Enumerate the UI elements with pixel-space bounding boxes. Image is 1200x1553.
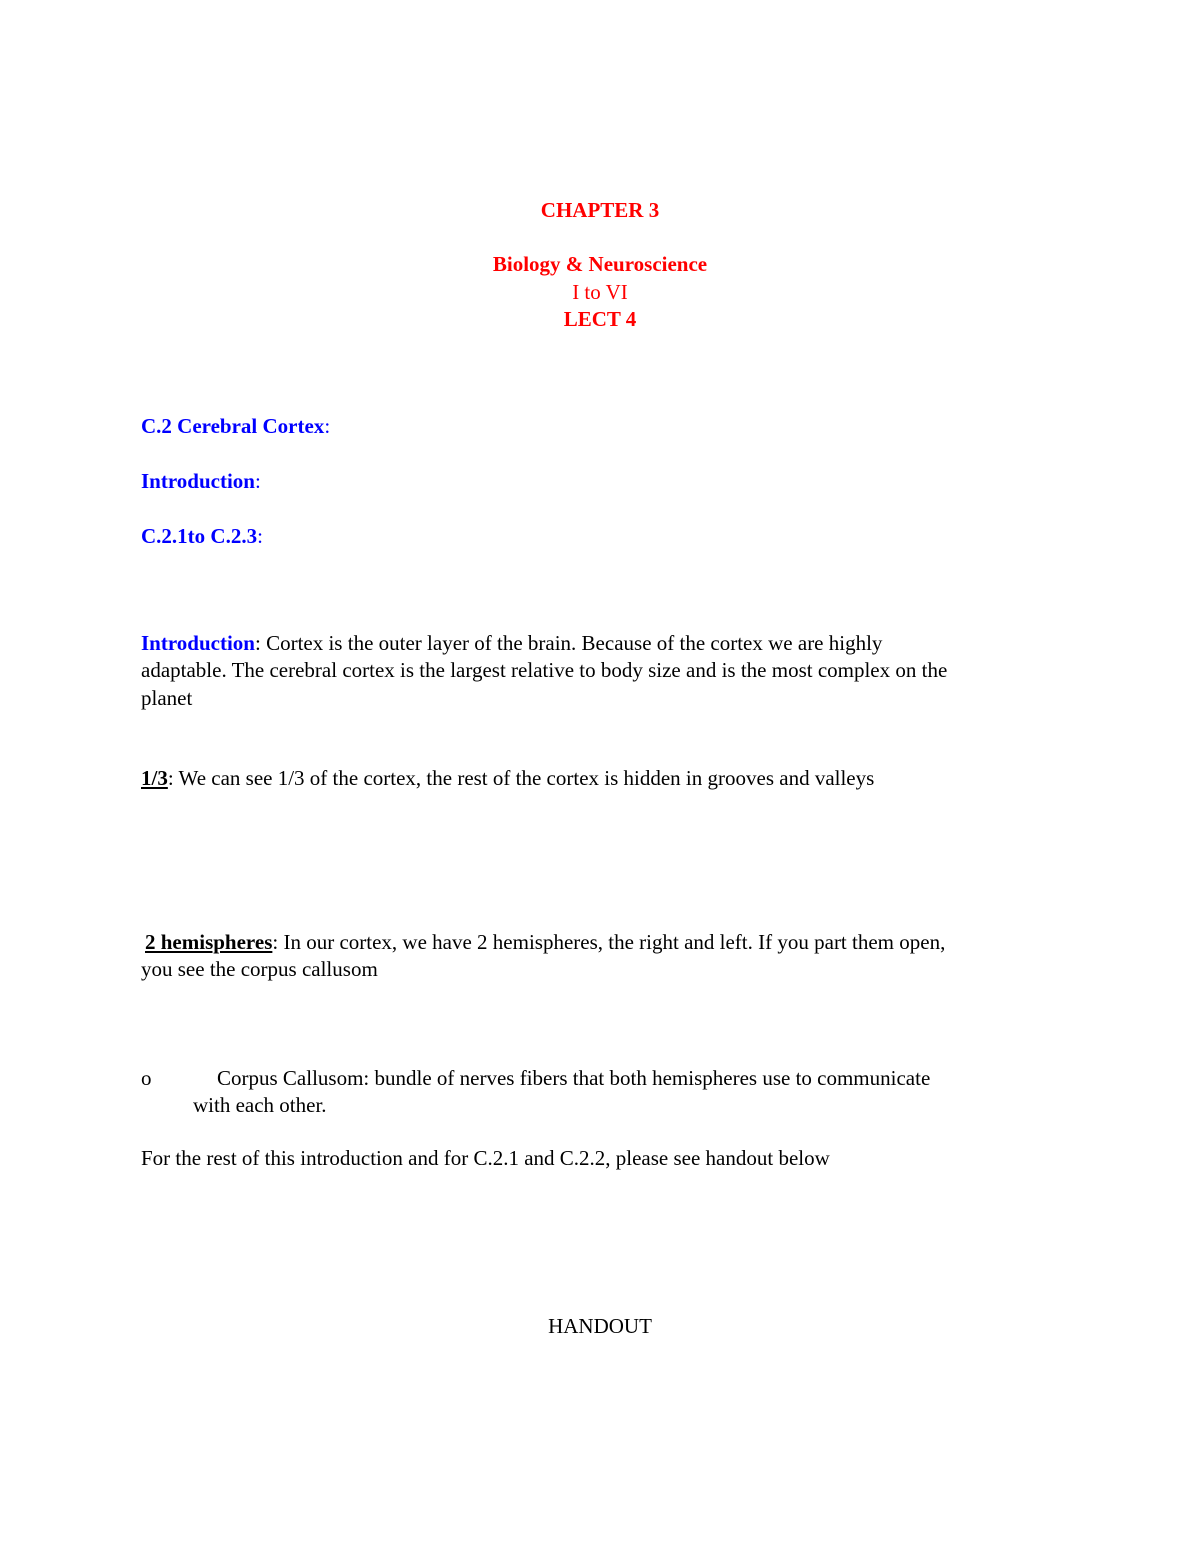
- intro-paragraph-line3: planet: [141, 686, 193, 710]
- hemispheres-label: 2 hemispheres: [145, 930, 273, 954]
- intro-paragraph-line2: adaptable. The cerebral cortex is the largest relative to body size and is the most complex on the: [141, 658, 948, 682]
- intro-heading: Introduction: [141, 469, 255, 493]
- hemispheres-paragraph-line2: you see the corpus callusom: [141, 957, 378, 981]
- bullet-text-line2: with each other.: [193, 1093, 327, 1117]
- third-paragraph: [141, 768, 874, 789]
- intro-paragraph-line1: [141, 633, 882, 654]
- intro-text-1: : Cortex is the outer layer of the brain. Because of the cortex we are highly: [254, 631, 883, 655]
- colon: :: [324, 414, 331, 438]
- range-label: I to VI: [572, 280, 628, 304]
- handout-note: For the rest of this introduction and for C.2.1 and C.2.2, please see handout below: [141, 1146, 830, 1170]
- hemispheres-text-1: : In our cortex, we have 2 hemispheres, the right and left. If you part them open,: [272, 930, 946, 954]
- outline-section: [141, 416, 330, 437]
- chapter-title: CHAPTER 3: [540, 198, 660, 222]
- hemispheres-paragraph-line1: [145, 932, 945, 953]
- handout-title: HANDOUT: [548, 1314, 652, 1338]
- outline-intro: [141, 471, 261, 492]
- colon: :: [254, 469, 261, 493]
- third-label: 1/3: [141, 766, 168, 790]
- third-text: : We can see 1/3 of the cortex, the rest of the cortex is hidden in grooves and valleys: [167, 766, 875, 790]
- subject-title: Biology & Neuroscience: [492, 252, 708, 276]
- bullet-marker: o: [141, 1066, 152, 1090]
- bullet-text-line1: Corpus Callusom: bundle of nerves fibers that both hemispheres use to communicate: [217, 1066, 931, 1090]
- intro-label: Introduction: [141, 631, 255, 655]
- subsections-heading: C.2.1to C.2.3: [141, 524, 258, 548]
- section-heading: C.2 Cerebral Cortex: [141, 414, 325, 438]
- lecture-label: LECT 4: [563, 307, 637, 331]
- colon: :: [257, 524, 263, 548]
- outline-subsections: [141, 526, 263, 547]
